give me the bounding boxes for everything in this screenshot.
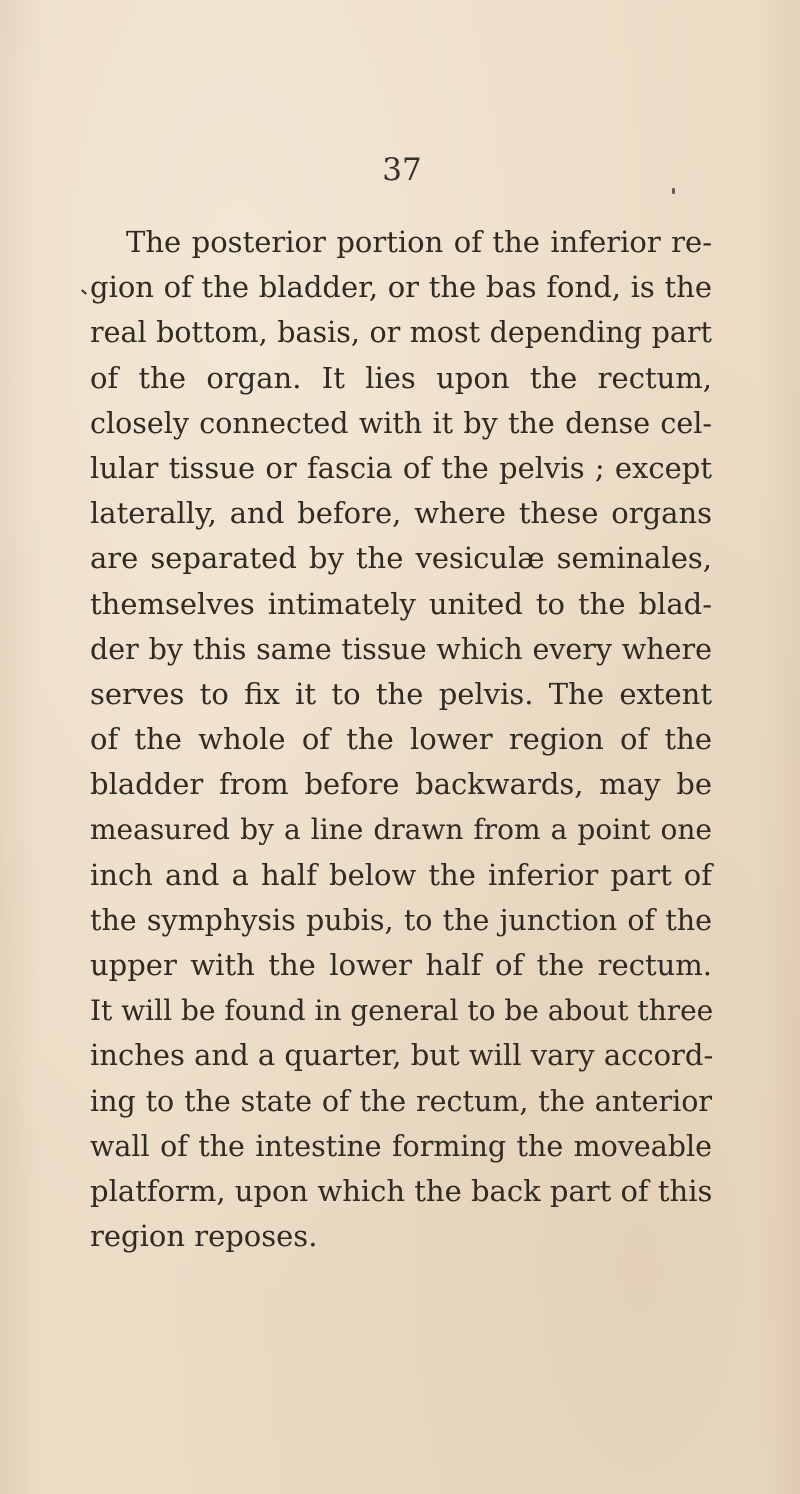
text-line: closely connected with it by the dense cel- (90, 406, 712, 440)
text-line: themselves intimately united to the blad- (90, 586, 712, 621)
text-line: upper with the lower half of the rectum. (90, 948, 712, 982)
text-line: wall of the intestine forming the moveable (90, 1129, 712, 1163)
text-line: are separated by the vesiculæ seminales, (90, 541, 712, 576)
text-line: bladder from before backwards, may be (90, 767, 712, 802)
ink-speck (672, 188, 675, 194)
text-line: of the whole of the lower region of the (90, 722, 712, 757)
text-line: inches and a quarter, but will vary accord- (90, 1038, 714, 1073)
text-line: gion of the bladder, or the bas fond, is the (90, 270, 712, 305)
text-line: the symphysis pubis, to the junction of the (90, 903, 712, 937)
text-line: laterally, and before, where these organs (90, 496, 712, 531)
page-number: 37 (382, 152, 422, 188)
text-line: platform, upon which the back part of this (90, 1173, 713, 1208)
margin-mark (81, 289, 87, 294)
text-line: lular tissue or fascia of the pelvis ; except (90, 450, 712, 485)
body-paragraph (90, 220, 712, 1259)
text-line: der by this same tissue which every where (90, 632, 712, 666)
text-line: serves to fix it to the pelvis. The extent (90, 676, 712, 711)
text-line: It will be found in general to be about three (90, 994, 714, 1028)
text-line: The posterior portion of the inferior re- (126, 225, 712, 259)
text-line: region reposes. (90, 1219, 318, 1254)
text-line: real bottom, basis, or most depending part (90, 316, 712, 350)
text-line: of the organ. It lies upon the rectum, (90, 360, 712, 395)
text-line: measured by a line drawn from a point one (90, 813, 712, 847)
text-line: inch and a half below the inferior part of (90, 857, 712, 892)
text-line: ing to the state of the rectum, the anterior (90, 1084, 712, 1118)
